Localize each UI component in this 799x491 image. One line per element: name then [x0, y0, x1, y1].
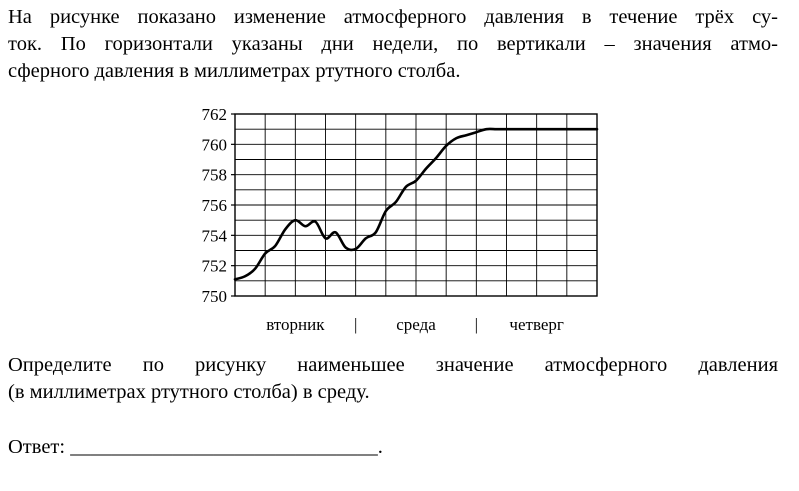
day-label: среда	[396, 315, 436, 334]
pressure-chart	[180, 100, 620, 340]
y-tick-label: 758	[201, 165, 227, 185]
y-tick-label: 762	[201, 105, 227, 124]
intro-line-3: сферного давления в миллиметрах ртутного столба.	[8, 60, 461, 82]
intro-line-1: На рисунке показано изменение атмосферного давления в течение трёх су-	[8, 6, 778, 28]
question-line-1: Определите по рисунку наименьшее значение атмосферного давления	[8, 354, 778, 376]
day-labels	[266, 315, 564, 334]
chart-grid	[235, 114, 597, 296]
y-tick-label: 760	[201, 135, 227, 155]
intro-paragraph	[8, 4, 778, 85]
y-tick-label: 750	[201, 287, 227, 306]
day-label: четверг	[509, 315, 564, 334]
y-tick-label: 752	[201, 256, 227, 276]
question-paragraph	[8, 352, 778, 406]
answer-row	[8, 434, 383, 461]
question-line-2: (в миллиметрах ртутного столба) в среду.	[8, 381, 370, 403]
y-tick-label: 754	[201, 226, 227, 246]
answer-blank[interactable]: ______________________________	[70, 436, 378, 458]
day-label: вторник	[266, 315, 325, 334]
y-tick-label: 756	[201, 196, 227, 215]
day-separator: |	[474, 315, 479, 334]
day-separator: |	[353, 315, 358, 334]
answer-end: .	[377, 436, 383, 458]
answer-label: Ответ:	[8, 436, 66, 458]
y-tick-labels	[202, 105, 236, 306]
intro-line-2: ток. По горизонтали указаны дни недели, по вертикали – значения атмо-	[8, 33, 778, 55]
